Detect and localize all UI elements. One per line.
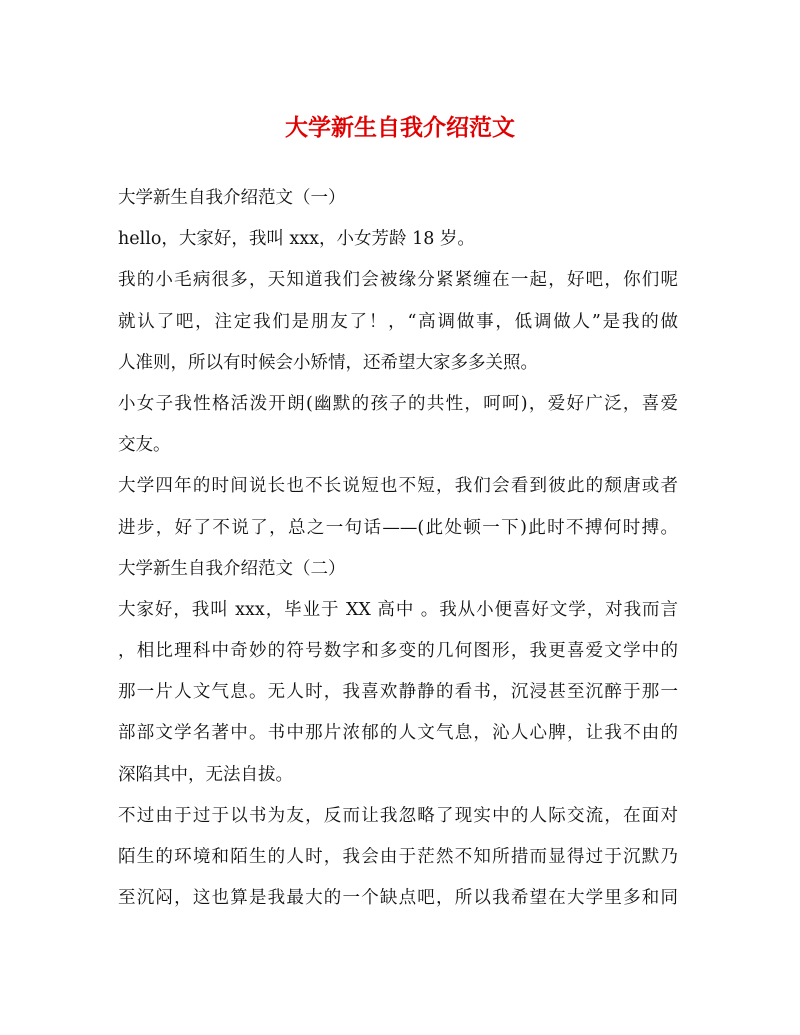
paragraph-line: hello，大家好，我叫 xxx，小女芳龄 18 岁。	[118, 229, 475, 250]
paragraph-line: 那一片人文气息。无人时，我喜欢静静的看书，沉浸甚至沉醉于那一	[118, 682, 678, 703]
paragraph-line: 人准则，所以有时候会小矫情，还希望大家多多关照。	[118, 352, 538, 373]
section-heading-2: 大学新生自我介绍范文（二）	[118, 558, 346, 579]
document-title: 大学新生自我介绍范文	[285, 114, 515, 141]
paragraph-line: 陌生的环境和陌生的人时，我会由于茫然不知所措而显得过于沉默乃	[118, 847, 678, 867]
document-body	[118, 178, 678, 919]
section-heading-1: 大学新生自我介绍范文（一）	[118, 188, 346, 208]
paragraph-line: 小女子我性格活泼开朗(幽默的孩子的共性，呵呵)，爱好广泛，喜爱	[118, 393, 678, 414]
paragraph-line: 至沉闷，这也算是我最大的一个缺点吧，所以我希望在大学里多和同	[118, 888, 678, 909]
paragraph-line: 我的小毛病很多，天知道我们会被缘分紧紧缠在一起，好吧，你们呢	[118, 270, 678, 291]
paragraph-line: 交友。	[118, 435, 171, 456]
paragraph-line: 部部文学名著中。书中那片浓郁的人文气息，沁人心脾，让我不由的	[118, 723, 678, 744]
paragraph-line: 进步，好了不说了，总之一句话——(此处顿一下)此时不搏何时搏。	[118, 517, 678, 538]
paragraph-line: 大家好，我叫 xxx，毕业于 XX 高中 。我从小便喜好文学，对我而言	[118, 599, 678, 620]
paragraph-line: ，相比理科中奇妙的符号数字和多变的几何图形，我更喜爱文学中的	[118, 641, 678, 662]
paragraph-line: 大学四年的时间说长也不长说短也不短，我们会看到彼此的颓唐或者	[118, 476, 678, 497]
paragraph-line: 就认了吧，注定我们是朋友了！，“高调做事，低调做人”是我的做	[118, 311, 678, 332]
paragraph-line: 深陷其中，无法自拔。	[118, 764, 293, 785]
paragraph-line: 不过由于过于以书为友，反而让我忽略了现实中的人际交流，在面对	[118, 805, 678, 826]
